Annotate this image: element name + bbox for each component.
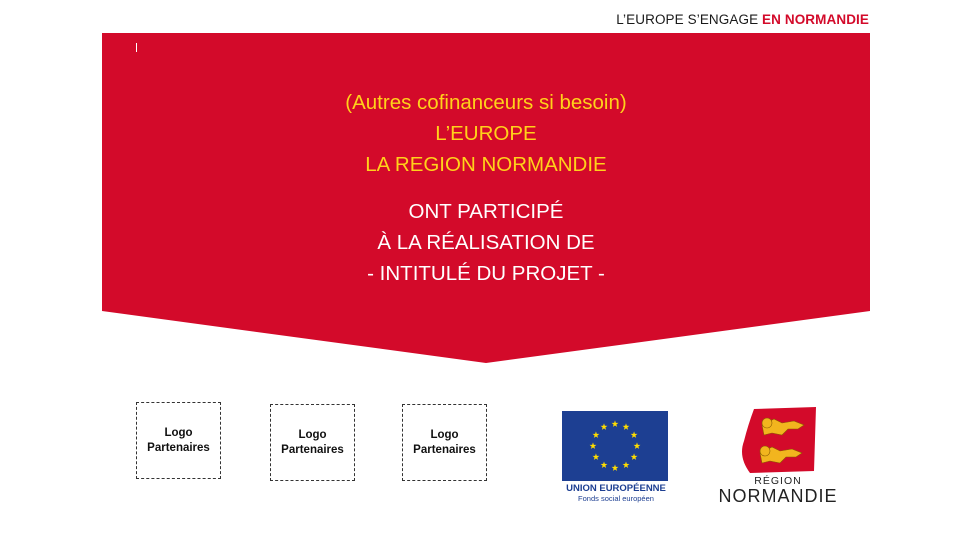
- partner-logo-label: Partenaires: [281, 443, 344, 456]
- header-tagline-highlight: EN NORMANDIE: [762, 12, 869, 27]
- partner-logo-label: Logo: [164, 426, 193, 439]
- eu-name: UNION EUROPÉENNE: [566, 483, 666, 494]
- red-banner: [102, 33, 870, 363]
- eu-logo: [562, 411, 670, 503]
- partner-logo-label: Partenaires: [147, 441, 210, 454]
- text-cursor: [136, 43, 137, 52]
- eu-flag-icon: [562, 411, 668, 481]
- region-prefix: RÉGION: [754, 475, 802, 487]
- realisation-line: À LA RÉALISATION DE: [377, 231, 595, 254]
- eu-subtitle: Fonds social européen: [578, 494, 654, 503]
- region-name: NORMANDIE: [718, 486, 838, 506]
- europe-line: L’EUROPE: [435, 122, 537, 145]
- partner-logo-label: Logo: [298, 428, 327, 441]
- cofinanceurs-line: (Autres cofinanceurs si besoin): [345, 91, 627, 114]
- region-line: LA REGION NORMANDIE: [365, 153, 607, 176]
- header-tagline-prefix: L’EUROPE S’ENGAGE: [616, 12, 759, 27]
- partner-logo-placeholder: [136, 402, 221, 479]
- participated-line: ONT PARTICIPÉ: [408, 200, 564, 223]
- project-title-line: - INTITULÉ DU PROJET -: [367, 262, 605, 285]
- normandy-lions-icon: [734, 405, 820, 475]
- region-normandie-logo: [716, 405, 840, 505]
- header-tagline: [616, 12, 869, 27]
- partner-logo-label: Logo: [430, 428, 459, 441]
- partner-logo-placeholder: [402, 404, 487, 481]
- partner-logo-label: Partenaires: [413, 443, 476, 456]
- partner-logo-placeholder: [270, 404, 355, 481]
